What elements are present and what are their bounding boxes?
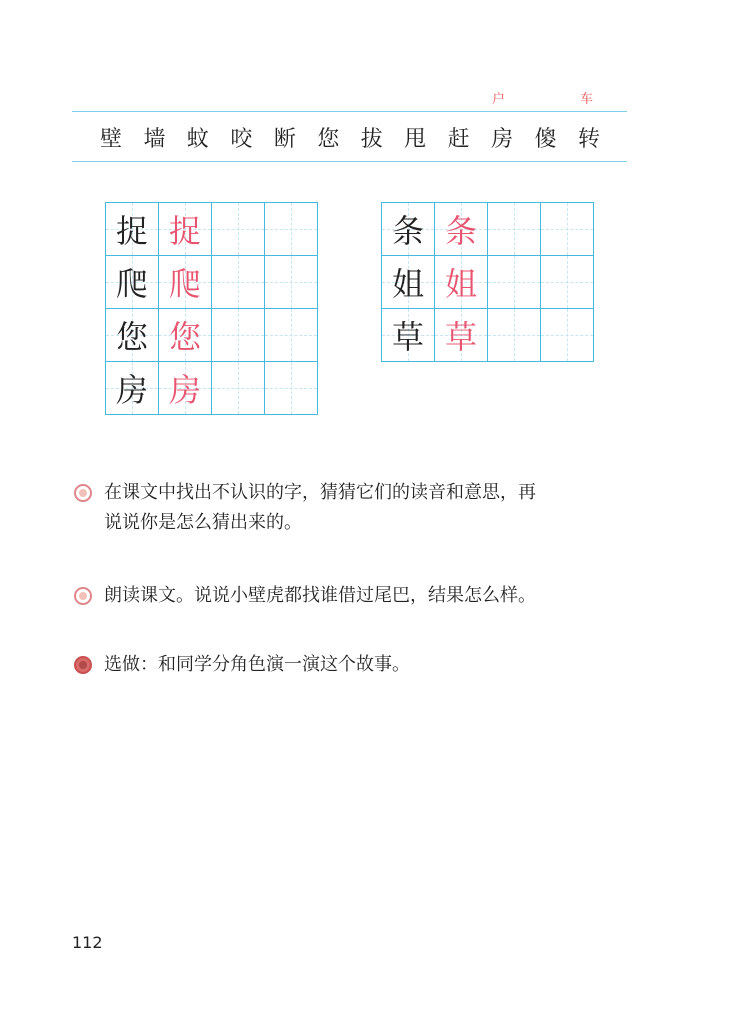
grid-row <box>382 309 594 362</box>
task-text: 朗读课文。说说小壁虎都找谁借过尾巴，结果怎么样。 <box>104 585 536 606</box>
recognize-char: 您 <box>317 127 340 152</box>
grid-row <box>106 309 318 362</box>
grid-cell-model: 您 <box>106 309 159 362</box>
grid-cell-trace: 捉 <box>159 203 212 256</box>
recognize-char: 赶 <box>447 127 470 152</box>
grid-cell-trace: 姐 <box>435 256 488 309</box>
radical-hint-hu: 户 <box>492 92 506 107</box>
recognize-char: 咬 <box>230 127 253 152</box>
grid-cell-blank <box>541 309 594 362</box>
task-line: 在课文中找出不认识的字，猜猜它们的读音和意思，再 <box>104 482 536 503</box>
grid-cell-trace: 草 <box>435 309 488 362</box>
task-line: 说说你是怎么猜出来的。 <box>104 512 302 533</box>
grid-row <box>106 203 318 256</box>
grid-row <box>106 362 318 415</box>
writing-grid-left <box>105 202 318 415</box>
grid-cell-blank <box>488 309 541 362</box>
grid-cell-trace: 条 <box>435 203 488 256</box>
bottom-rule <box>72 161 627 162</box>
grid-cell-model: 姐 <box>382 256 435 309</box>
task-item <box>74 478 634 538</box>
recognize-char: 房 <box>491 127 514 152</box>
grid-cell-blank <box>265 362 318 415</box>
circle-icon <box>74 587 92 605</box>
top-rule <box>72 111 627 112</box>
radical-hint-che: 车 <box>580 92 594 107</box>
grid-cell-blank <box>212 203 265 256</box>
grid-cell-model: 条 <box>382 203 435 256</box>
task-text: 选做：和同学分角色演一演这个故事。 <box>104 654 410 675</box>
grid-cell-blank <box>488 256 541 309</box>
recognize-char: 甩 <box>404 127 427 152</box>
grid-cell-model: 捉 <box>106 203 159 256</box>
grid-cell-blank <box>541 256 594 309</box>
grid-cell-blank <box>265 256 318 309</box>
recognize-char: 墙 <box>143 127 166 152</box>
grid-cell-blank <box>212 309 265 362</box>
filled-circle-icon <box>74 656 92 674</box>
grid-cell-trace: 您 <box>159 309 212 362</box>
recognize-char: 转 <box>577 127 600 152</box>
task-text <box>104 478 536 538</box>
grid-cell-model: 爬 <box>106 256 159 309</box>
recognize-char: 傻 <box>534 127 557 152</box>
writing-grid-right <box>381 202 594 362</box>
grid-cell-trace: 房 <box>159 362 212 415</box>
recognize-char: 拔 <box>360 127 383 152</box>
grid-cell-trace: 爬 <box>159 256 212 309</box>
grid-cell-model: 房 <box>106 362 159 415</box>
circle-icon <box>74 484 92 502</box>
recognize-chars-row <box>100 122 600 153</box>
grid-row <box>382 203 594 256</box>
grid-cell-blank <box>265 203 318 256</box>
grid-cell-blank <box>212 256 265 309</box>
grid-cell-blank <box>488 203 541 256</box>
recognize-char: 断 <box>273 127 296 152</box>
grid-row <box>106 256 318 309</box>
task-item <box>74 581 634 611</box>
grid-cell-blank <box>265 309 318 362</box>
recognize-char: 蚊 <box>186 127 209 152</box>
grid-cell-blank <box>212 362 265 415</box>
task-item <box>74 650 634 680</box>
grid-cell-model: 草 <box>382 309 435 362</box>
grid-cell-blank <box>541 203 594 256</box>
recognize-char: 壁 <box>100 127 123 152</box>
page-number: 112 <box>72 933 103 952</box>
grid-row <box>382 256 594 309</box>
